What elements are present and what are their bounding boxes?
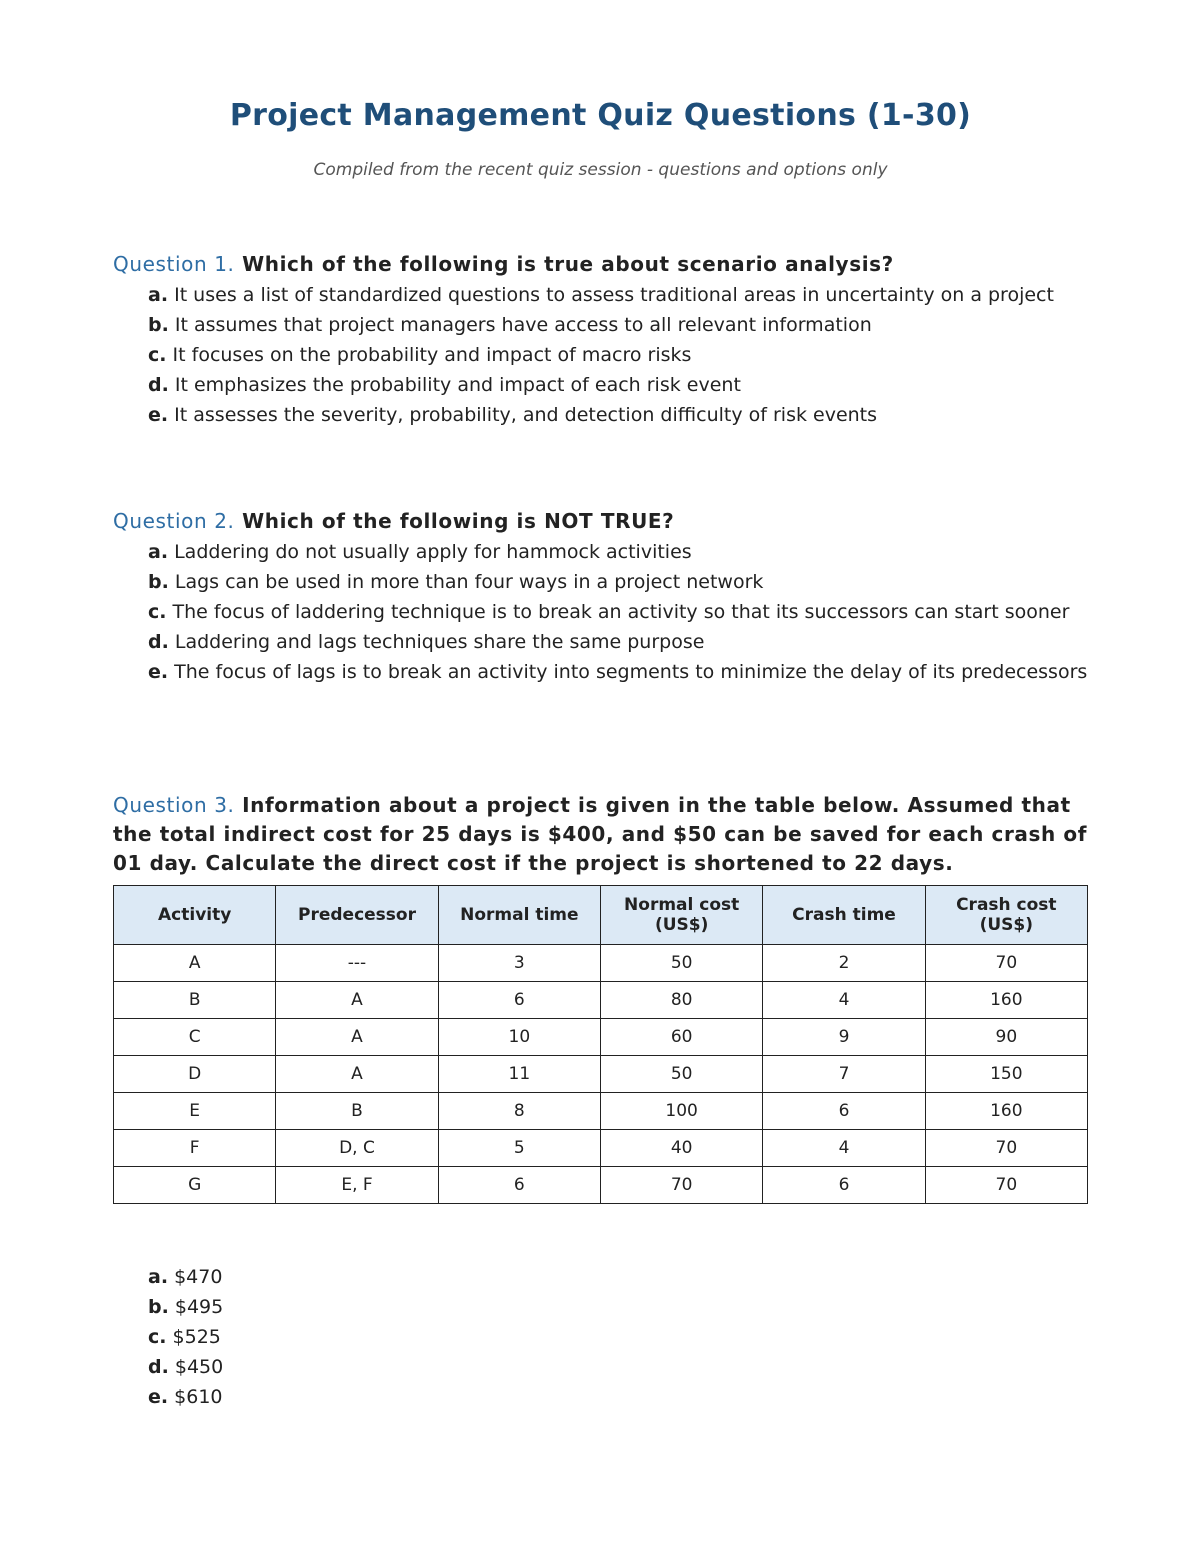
table-row — [114, 1019, 1088, 1056]
column-header-activity: Activity — [114, 886, 276, 945]
column-header-crash-time: Crash time — [763, 886, 925, 945]
option-item — [148, 312, 1088, 339]
table-row — [114, 1167, 1088, 1204]
option-letter: a. — [148, 1266, 169, 1288]
option-item — [148, 1324, 1088, 1351]
table-cell: 90 — [925, 1019, 1087, 1056]
option-text: $525 — [172, 1326, 221, 1348]
option-item — [148, 402, 1088, 429]
option-text: $470 — [174, 1266, 223, 1288]
table-cell: 2 — [763, 945, 925, 982]
table-cell: 150 — [925, 1056, 1087, 1093]
page-title: Project Management Quiz Questions (1-30) — [229, 98, 972, 133]
option-item — [148, 1384, 1088, 1411]
question-1-heading — [113, 250, 1088, 279]
option-item — [148, 659, 1088, 686]
option-letter: e. — [148, 1386, 169, 1408]
option-letter: c. — [148, 1326, 167, 1348]
option-item — [148, 569, 1088, 596]
question-2-heading — [113, 507, 1088, 536]
option-item — [148, 372, 1088, 399]
table-cell: B — [276, 1093, 438, 1130]
question-3-heading — [113, 791, 1088, 878]
table-cell: 10 — [438, 1019, 600, 1056]
option-text: $610 — [174, 1386, 223, 1408]
table-cell: 6 — [763, 1093, 925, 1130]
option-text: It assesses the severity, probability, and detection difficulty of risk events — [174, 404, 878, 426]
table-cell: G — [114, 1167, 276, 1204]
table-cell: A — [114, 945, 276, 982]
table-cell: D, C — [276, 1130, 438, 1167]
column-header-normal-cost: Normal cost (US$) — [600, 886, 762, 945]
table-cell: B — [114, 982, 276, 1019]
option-text: The focus of laddering technique is to break an activity so that its successors can start sooner — [172, 601, 1070, 623]
table-cell: 160 — [925, 982, 1087, 1019]
option-text: It uses a list of standardized questions to assess traditional areas in uncertainty on a project — [174, 284, 1054, 306]
option-text: Laddering do not usually apply for hammock activities — [174, 541, 692, 563]
question-3-options — [113, 1264, 1088, 1411]
option-text: $450 — [174, 1356, 224, 1378]
table-cell: 60 — [600, 1019, 762, 1056]
question-1-number: Question 1. — [113, 252, 235, 276]
table-cell: 11 — [438, 1056, 600, 1093]
option-letter: c. — [148, 601, 167, 623]
table-row — [114, 1056, 1088, 1093]
option-item — [148, 539, 1088, 566]
table-cell: A — [276, 1056, 438, 1093]
table-cell: 6 — [438, 1167, 600, 1204]
question-1-options — [113, 282, 1088, 429]
option-letter: a. — [148, 541, 169, 563]
question-3 — [113, 791, 1088, 878]
table-cell: 5 — [438, 1130, 600, 1167]
option-text: It focuses on the probability and impact of macro risks — [172, 344, 692, 366]
table-cell: 50 — [600, 945, 762, 982]
option-item — [148, 1294, 1088, 1321]
question-2-text: Which of the following is NOT TRUE? — [242, 509, 675, 533]
activity-table — [113, 885, 1088, 1204]
table-header-row — [114, 886, 1088, 945]
option-item — [148, 342, 1088, 369]
question-2-options — [113, 539, 1088, 686]
option-item — [148, 1354, 1088, 1381]
table-cell: A — [276, 1019, 438, 1056]
option-letter: e. — [148, 661, 169, 683]
question-3-answers — [113, 1261, 1088, 1414]
table-cell: 70 — [925, 945, 1087, 982]
question-2-number: Question 2. — [113, 509, 235, 533]
table-cell: E — [114, 1093, 276, 1130]
option-letter: d. — [148, 1356, 169, 1378]
table-cell: --- — [276, 945, 438, 982]
table-cell: 70 — [925, 1167, 1087, 1204]
table-cell: 6 — [763, 1167, 925, 1204]
option-letter: d. — [148, 631, 169, 653]
table-cell: 3 — [438, 945, 600, 982]
option-letter: b. — [148, 571, 169, 593]
column-header-predecessor: Predecessor — [276, 886, 438, 945]
option-text: It assumes that project managers have access to all relevant information — [174, 314, 872, 336]
option-letter: e. — [148, 404, 169, 426]
question-2 — [113, 507, 1088, 689]
table-cell: A — [276, 982, 438, 1019]
option-item — [148, 1264, 1088, 1291]
table-cell: 4 — [763, 982, 925, 1019]
table-cell: 9 — [763, 1019, 925, 1056]
table-cell: 4 — [763, 1130, 925, 1167]
option-item — [148, 282, 1088, 309]
option-text: Lags can be used in more than four ways in a project network — [174, 571, 764, 593]
table-cell: C — [114, 1019, 276, 1056]
table-cell: 40 — [600, 1130, 762, 1167]
table-row — [114, 945, 1088, 982]
table-cell: 6 — [438, 982, 600, 1019]
page-subtitle: Compiled from the recent quiz session - questions and options only — [313, 160, 888, 180]
table-cell: 160 — [925, 1093, 1087, 1130]
table-cell: 100 — [600, 1093, 762, 1130]
table-cell: 70 — [600, 1167, 762, 1204]
table-row — [114, 982, 1088, 1019]
option-letter: b. — [148, 314, 169, 336]
option-letter: b. — [148, 1296, 169, 1318]
table-cell: 7 — [763, 1056, 925, 1093]
table-cell: E, F — [276, 1167, 438, 1204]
question-3-number: Question 3. — [113, 793, 235, 817]
option-text: $495 — [174, 1296, 224, 1318]
table-cell: 80 — [600, 982, 762, 1019]
table-row — [114, 1130, 1088, 1167]
option-letter: d. — [148, 374, 169, 396]
option-text: The focus of lags is to break an activity into segments to minimize the delay of its predecessors — [174, 661, 1088, 683]
column-header-normal-time: Normal time — [438, 886, 600, 945]
option-letter: c. — [148, 344, 167, 366]
table-cell: D — [114, 1056, 276, 1093]
option-letter: a. — [148, 284, 169, 306]
option-text: Laddering and lags techniques share the same purpose — [174, 631, 705, 653]
table-cell: 70 — [925, 1130, 1087, 1167]
question-3-text: Information about a project is given in the table below. Assumed that the total indirect cost for 25 days is $400, and $50 can be saved for each crash of 01 day. Calculate the direct cost if the project is shortened to 22 days. — [113, 793, 1088, 875]
table-cell: 8 — [438, 1093, 600, 1130]
table-cell: F — [114, 1130, 276, 1167]
table-cell: 50 — [600, 1056, 762, 1093]
table-row — [114, 1093, 1088, 1130]
option-item — [148, 599, 1088, 626]
option-text: It emphasizes the probability and impact of each risk event — [174, 374, 741, 396]
question-1 — [113, 250, 1088, 432]
column-header-crash-cost: Crash cost (US$) — [925, 886, 1087, 945]
option-item — [148, 629, 1088, 656]
question-1-text: Which of the following is true about scenario analysis? — [242, 252, 894, 276]
